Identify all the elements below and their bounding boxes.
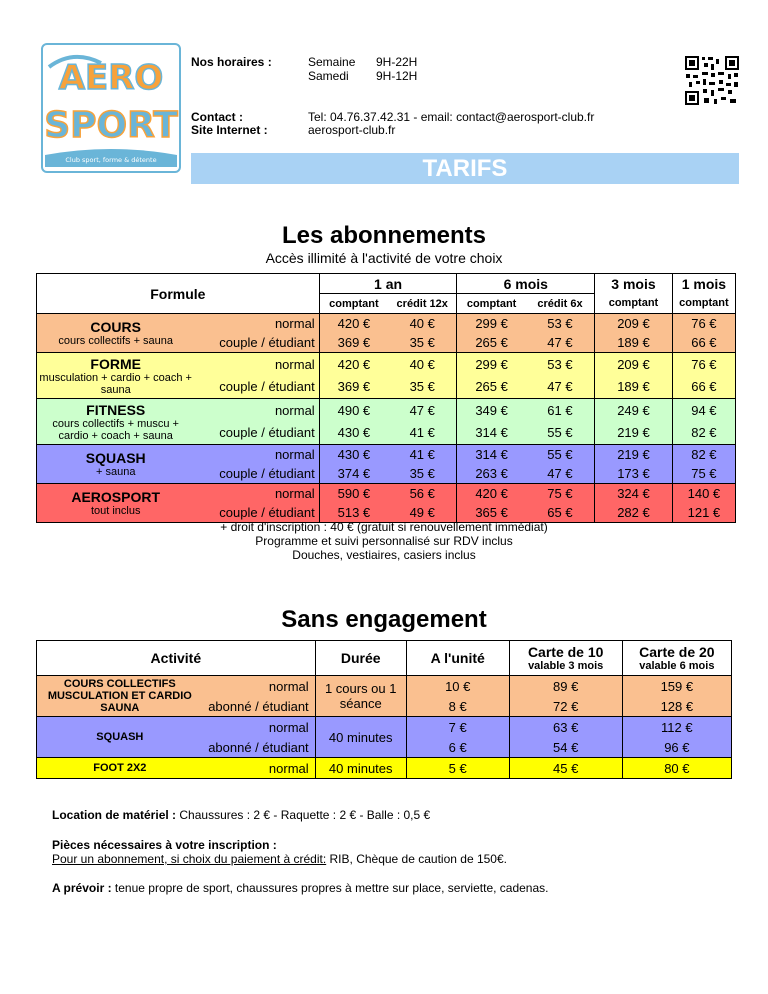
price-cell: 55 € bbox=[547, 447, 573, 462]
site-text[interactable]: aerosport-club.fr bbox=[308, 123, 396, 137]
price-cell: 82 € bbox=[672, 445, 735, 465]
price-cell: 365 € bbox=[457, 503, 526, 523]
price-cell: 41 € bbox=[409, 447, 435, 462]
hours-day-1: Samedi bbox=[308, 69, 349, 83]
formule-name: FORME bbox=[90, 355, 141, 372]
tarif-type: normal bbox=[194, 445, 319, 465]
activite-name: SQUASH bbox=[96, 731, 144, 743]
formule-cell bbox=[37, 314, 195, 353]
formule-name: FITNESS bbox=[86, 401, 146, 418]
price-cell: 75 € bbox=[547, 486, 573, 501]
tarif-type: normal bbox=[194, 399, 319, 422]
price-cell: 66 € bbox=[672, 333, 735, 353]
price-cell: 189 € bbox=[595, 333, 673, 353]
abonnement-row bbox=[37, 484, 736, 504]
tarifs-banner: TARIFS bbox=[191, 153, 739, 184]
price-cell: 299 € bbox=[457, 353, 526, 376]
logo-tagline: Club sport, forme & détente bbox=[65, 156, 157, 164]
price-cell: 75 € bbox=[672, 464, 735, 484]
price-cell: 47 € bbox=[547, 379, 573, 395]
price-cell: 40 € bbox=[409, 316, 435, 331]
price-cell: 430 € bbox=[337, 447, 371, 462]
price-cell: 8 € bbox=[406, 696, 509, 717]
price-cell: 374 € bbox=[337, 466, 371, 481]
formule-cell bbox=[37, 399, 195, 445]
activite-name: COURS COLLECTIFS MUSCULATION ET CARDIO SAUNA bbox=[47, 678, 192, 714]
price-cell: 490 € bbox=[337, 402, 371, 418]
price-cell: 263 € bbox=[457, 464, 526, 484]
formule-cell bbox=[37, 484, 195, 523]
price-cell: 82 € bbox=[672, 422, 735, 445]
period-header: 3 mois bbox=[595, 274, 673, 294]
price-cell: 121 € bbox=[672, 503, 735, 523]
mode-header: crédit 12x bbox=[396, 297, 448, 310]
price-cell: 49 € bbox=[409, 505, 435, 520]
price-cell: 189 € bbox=[595, 376, 673, 399]
price-cell: 159 € bbox=[660, 678, 694, 694]
tarif-type: normal bbox=[203, 676, 316, 697]
formule-name: SQUASH bbox=[85, 450, 146, 466]
price-cell: 89 € bbox=[509, 676, 622, 697]
formule-name: COURS bbox=[90, 319, 141, 335]
price-cell: 6 € bbox=[406, 737, 509, 758]
period-header: 1 mois bbox=[672, 274, 735, 294]
price-cell: 47 € bbox=[409, 402, 435, 418]
prevoir-text: tenue propre de sport, chaussures propres à mettre sur place, serviette, cadenas. bbox=[114, 881, 549, 895]
price-cell: 265 € bbox=[457, 333, 526, 353]
qr-code[interactable] bbox=[684, 55, 740, 106]
tarif-type: normal bbox=[203, 758, 316, 779]
note-line: Programme et suivi personnalisé sur RDV inclus bbox=[255, 534, 513, 548]
price-cell: 35 € bbox=[409, 466, 435, 481]
duree-cell: 40 minutes bbox=[315, 758, 406, 779]
pieces-underlined: Pour un abonnement, si choix du paiement à crédit: bbox=[52, 852, 327, 866]
price-cell: 63 € bbox=[509, 717, 622, 738]
activite-row bbox=[37, 717, 732, 738]
price-cell: 47 € bbox=[547, 335, 573, 350]
aerosport-logo bbox=[41, 43, 181, 173]
tarif-type: couple / étudiant bbox=[194, 464, 319, 484]
period-header: 1 an bbox=[319, 274, 457, 294]
price-cell: 35 € bbox=[409, 335, 435, 350]
mode-header: crédit 6x bbox=[537, 297, 583, 310]
sans-engagement-table bbox=[36, 640, 732, 779]
abonnements-table bbox=[36, 273, 736, 523]
site-label: Site Internet : bbox=[191, 123, 268, 137]
price-cell: 314 € bbox=[457, 445, 526, 465]
price-cell: 66 € bbox=[672, 376, 735, 399]
price-cell: 265 € bbox=[457, 376, 526, 399]
formule-desc: musculation + cardio + coach + sauna bbox=[39, 371, 192, 396]
price-cell: 72 € bbox=[509, 696, 622, 717]
tarif-type: normal bbox=[194, 353, 319, 376]
price-cell: 590 € bbox=[337, 486, 371, 501]
formule-desc: + sauna bbox=[95, 466, 136, 478]
tarif-type: couple / étudiant bbox=[194, 503, 319, 523]
price-cell: 80 € bbox=[664, 760, 690, 776]
price-cell: 35 € bbox=[409, 379, 435, 395]
price-cell: 209 € bbox=[595, 353, 673, 376]
price-cell: 324 € bbox=[595, 484, 673, 504]
abonnement-row bbox=[37, 445, 736, 465]
note-line: + droit d'inscription : 40 € (gratuit si renouvellement immédiat) bbox=[220, 520, 548, 534]
activite-header: Activité bbox=[37, 641, 316, 676]
unite-header: A l'unité bbox=[406, 641, 509, 676]
price-cell: 249 € bbox=[595, 399, 673, 422]
price-cell: 299 € bbox=[457, 314, 526, 334]
price-cell: 140 € bbox=[672, 484, 735, 504]
formule-name: AEROSPORT bbox=[71, 489, 161, 505]
contact-label: Contact : bbox=[191, 110, 243, 124]
location-label: Location de matériel : bbox=[52, 808, 177, 822]
price-cell: 282 € bbox=[595, 503, 673, 523]
pieces-line bbox=[52, 852, 507, 866]
pieces-label: Pièces nécessaires à votre inscription : bbox=[52, 838, 277, 852]
carte20-title: Carte de 20 bbox=[639, 644, 715, 660]
mode-header: comptant bbox=[329, 297, 379, 310]
price-cell: 314 € bbox=[457, 422, 526, 445]
abonnements-subtitle: Accès illimité à l'activité de votre choix bbox=[265, 250, 503, 266]
logo-top-text: AERO bbox=[58, 58, 164, 98]
price-cell: 513 € bbox=[337, 505, 371, 520]
price-cell: 53 € bbox=[547, 316, 573, 331]
price-cell: 65 € bbox=[547, 505, 573, 520]
price-cell: 54 € bbox=[509, 737, 622, 758]
abonnements-title: Les abonnements bbox=[281, 222, 487, 249]
carte10-header bbox=[509, 641, 622, 676]
hours-time-0: 9H-22H bbox=[376, 55, 418, 69]
price-cell: 219 € bbox=[595, 422, 673, 445]
activite-row bbox=[37, 676, 732, 697]
formule-desc: tout inclus bbox=[90, 505, 141, 517]
tarif-type: abonné / étudiant bbox=[203, 696, 316, 717]
price-cell: 45 € bbox=[509, 758, 622, 779]
pieces-text: RIB, Chèque de caution de 150€. bbox=[329, 852, 507, 866]
tarif-type: normal bbox=[194, 484, 319, 504]
tarif-type: couple / étudiant bbox=[194, 376, 319, 399]
period-header: 6 mois bbox=[457, 274, 595, 294]
carte20-sub: valable 6 mois bbox=[639, 660, 715, 672]
price-cell: 56 € bbox=[409, 486, 435, 501]
carte10-title: Carte de 10 bbox=[527, 644, 604, 660]
hours-label: Nos horaires : bbox=[191, 55, 272, 69]
price-cell: 369 € bbox=[337, 379, 371, 395]
price-cell: 173 € bbox=[595, 464, 673, 484]
price-cell: 76 € bbox=[672, 353, 735, 376]
duree-cell: 40 minutes bbox=[315, 717, 406, 758]
tarif-type: abonné / étudiant bbox=[203, 737, 316, 758]
mode-header: comptant bbox=[595, 294, 673, 314]
carte10-sub: valable 3 mois bbox=[528, 660, 604, 672]
price-cell: 47 € bbox=[547, 466, 573, 481]
price-cell: 420 € bbox=[337, 316, 371, 331]
abonnement-row bbox=[37, 314, 736, 334]
tarif-type: normal bbox=[203, 717, 316, 738]
price-cell: 61 € bbox=[547, 402, 573, 418]
price-cell: 369 € bbox=[337, 335, 371, 350]
price-cell: 420 € bbox=[337, 356, 371, 372]
hours-time-1: 9H-12H bbox=[376, 69, 418, 83]
mode-header: comptant bbox=[672, 294, 735, 314]
price-cell: 430 € bbox=[337, 425, 371, 441]
price-cell: 96 € bbox=[664, 739, 690, 755]
formule-cell bbox=[37, 445, 195, 484]
formule-desc: cours collectifs + sauna bbox=[58, 335, 174, 347]
note-line: Douches, vestiaires, casiers inclus bbox=[292, 548, 476, 562]
duree-header: Durée bbox=[315, 641, 406, 676]
price-cell: 55 € bbox=[547, 425, 573, 441]
tarif-type: normal bbox=[194, 314, 319, 334]
price-cell: 53 € bbox=[547, 356, 573, 372]
price-cell: 41 € bbox=[409, 425, 435, 441]
location-text: Chaussures : 2 € - Raquette : 2 € - Balle : 0,5 € bbox=[179, 808, 431, 822]
price-cell: 7 € bbox=[406, 717, 509, 738]
hours-day-0: Semaine bbox=[308, 55, 356, 69]
price-cell: 219 € bbox=[595, 445, 673, 465]
activite-row bbox=[37, 758, 732, 779]
prevoir-label: A prévoir : bbox=[52, 881, 112, 895]
abonnement-row bbox=[37, 353, 736, 376]
price-cell: 94 € bbox=[672, 399, 735, 422]
price-cell: 128 € bbox=[660, 698, 694, 714]
activite-name: FOOT 2X2 bbox=[93, 762, 147, 774]
location-line bbox=[52, 808, 430, 822]
price-cell: 5 € bbox=[406, 758, 509, 779]
abonnements-notes bbox=[0, 520, 768, 562]
formule-cell bbox=[37, 353, 195, 399]
price-cell: 112 € bbox=[661, 719, 693, 735]
price-cell: 76 € bbox=[672, 314, 735, 334]
formule-header: Formule bbox=[37, 274, 320, 314]
carte20-header bbox=[622, 641, 731, 676]
logo-bottom-text: SPORT bbox=[44, 105, 178, 146]
price-cell: 349 € bbox=[457, 399, 526, 422]
price-cell: 420 € bbox=[457, 484, 526, 504]
tarif-type: couple / étudiant bbox=[194, 333, 319, 353]
price-cell: 10 € bbox=[406, 676, 509, 697]
contact-text[interactable]: Tel: 04.76.37.42.31 - email: contact@aerosport-club.fr bbox=[308, 110, 595, 124]
formule-desc: cours collectifs + muscu + cardio + coach + sauna bbox=[52, 417, 179, 442]
sans-engagement-title: Sans engagement bbox=[281, 606, 487, 633]
price-cell: 40 € bbox=[409, 356, 435, 372]
duree-cell: 1 cours ou 1 séance bbox=[315, 676, 406, 717]
tarif-type: couple / étudiant bbox=[194, 422, 319, 445]
price-cell: 209 € bbox=[595, 314, 673, 334]
abonnement-row bbox=[37, 399, 736, 422]
prevoir-line bbox=[52, 881, 549, 895]
mode-header: comptant bbox=[457, 294, 526, 314]
